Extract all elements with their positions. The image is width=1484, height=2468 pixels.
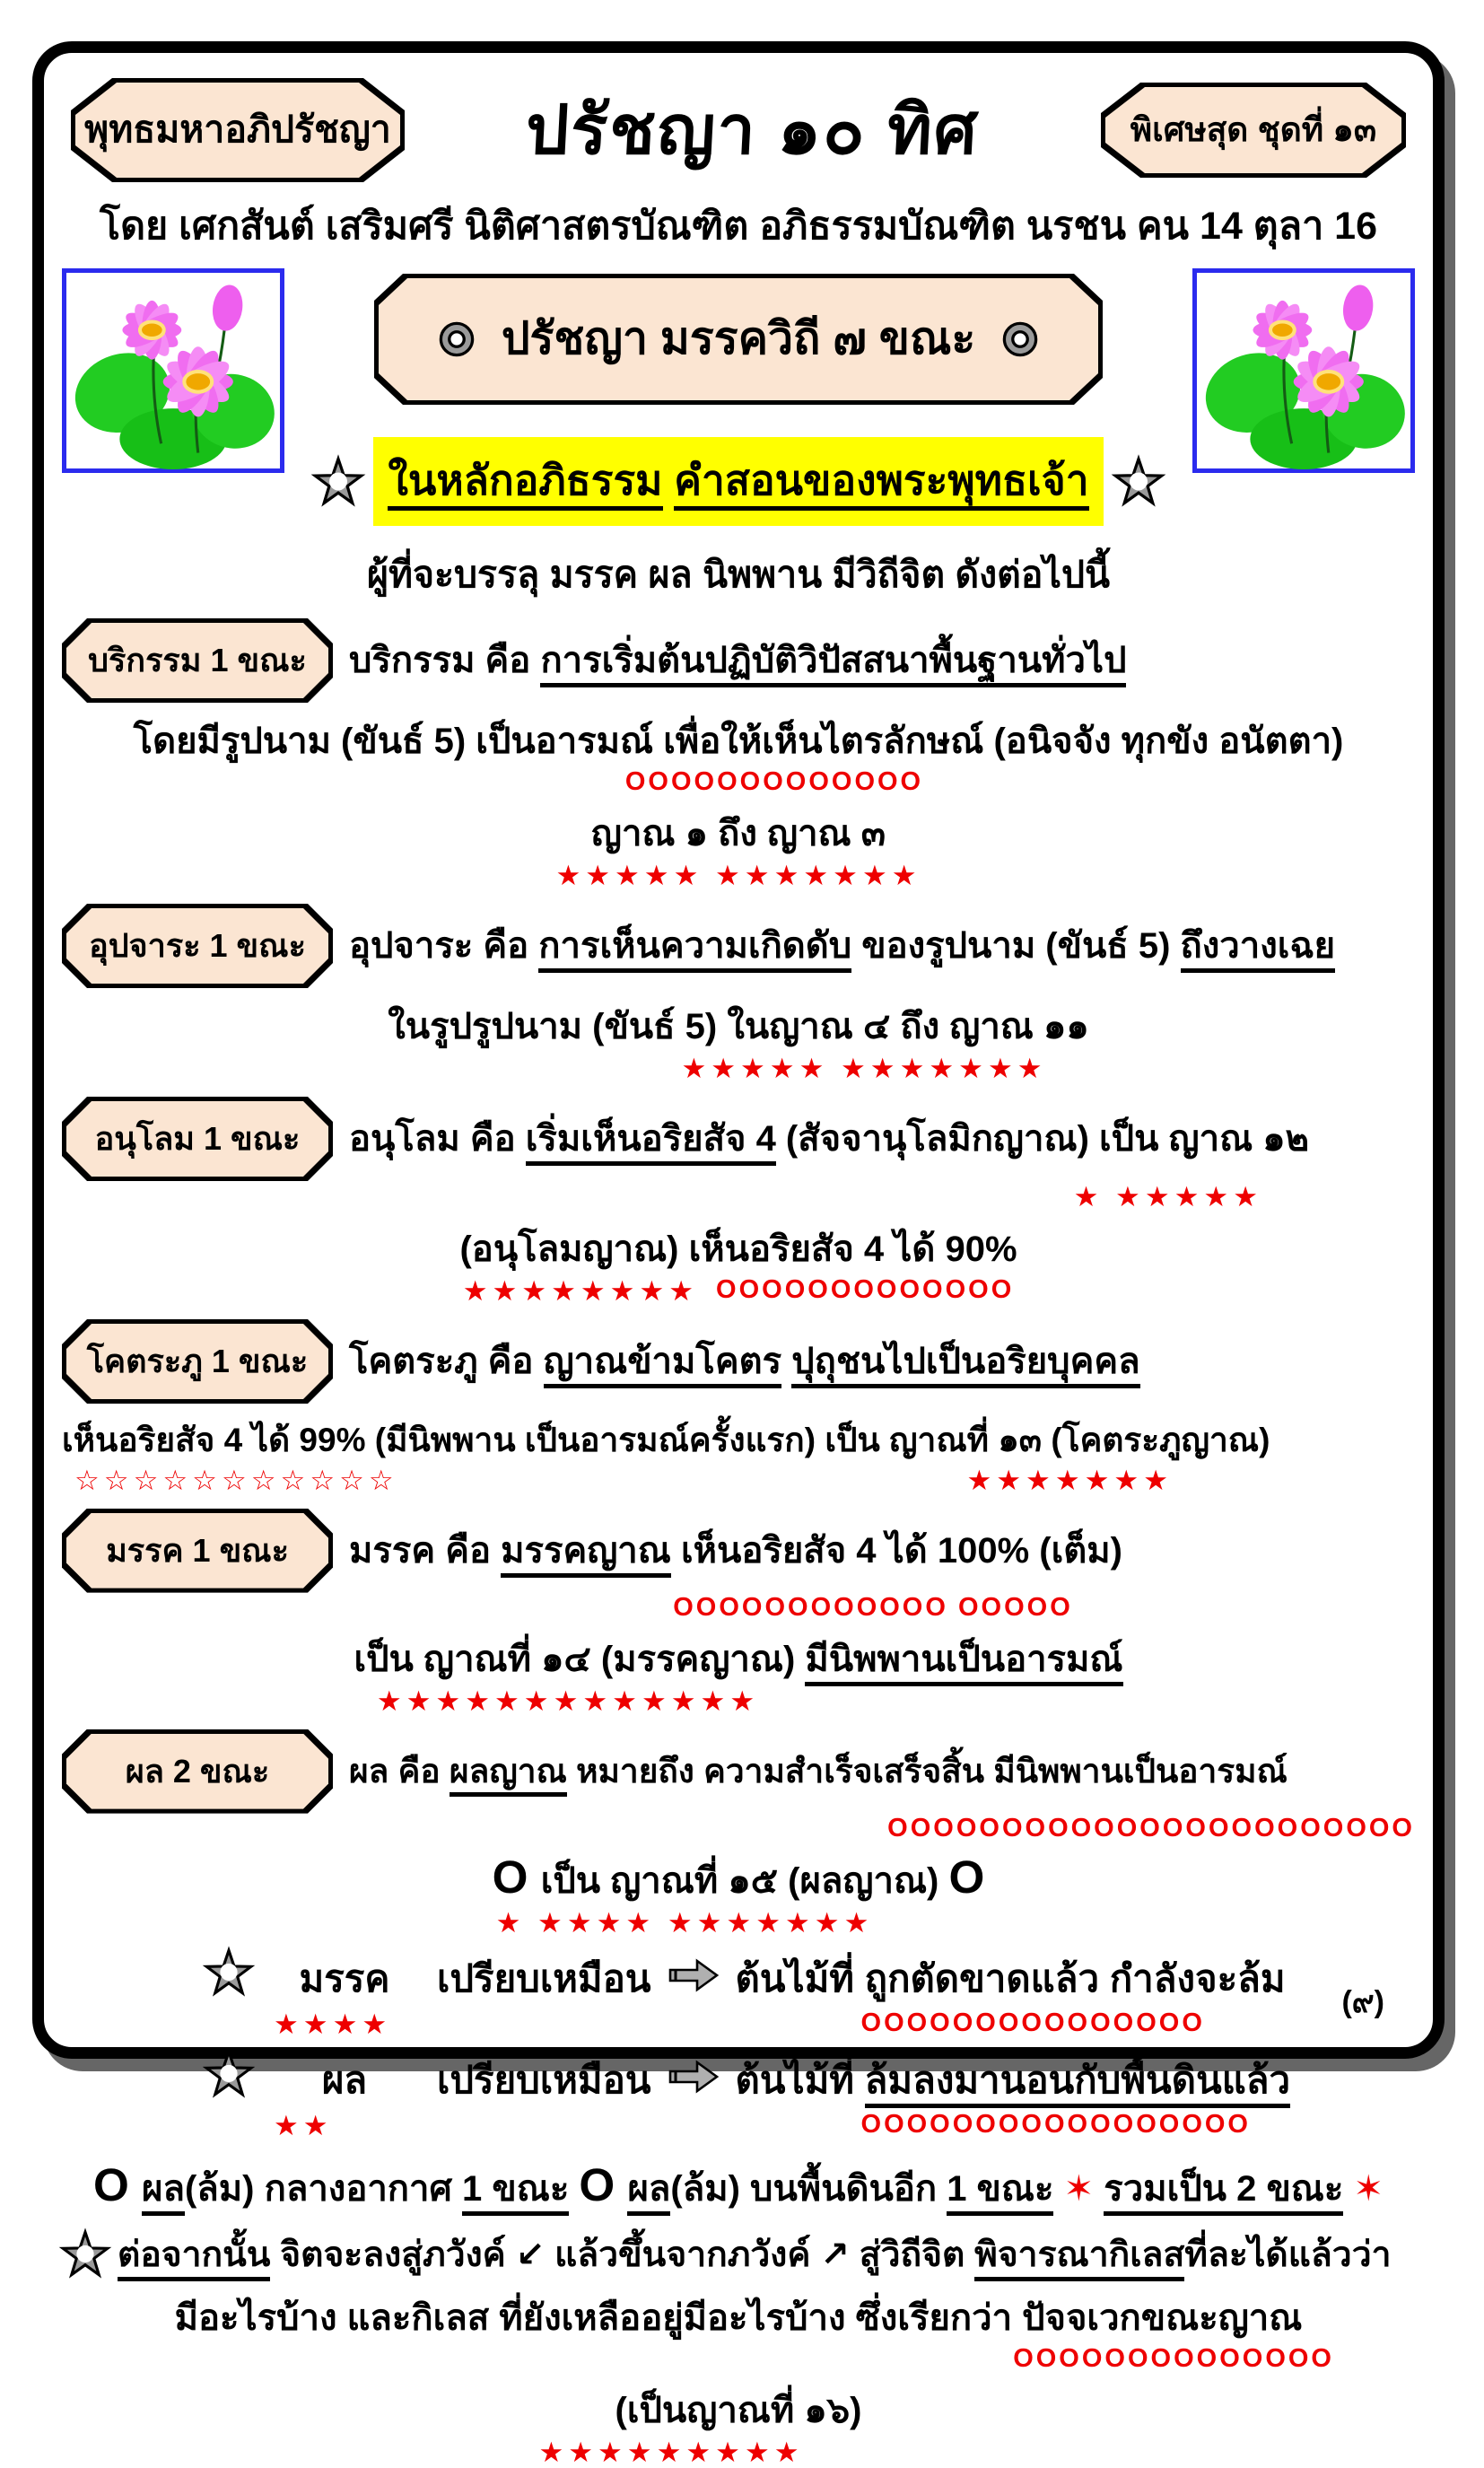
section-phala (62, 1729, 1415, 1937)
section-badge (62, 1319, 333, 1404)
closing-paragraph (62, 2231, 1415, 2467)
section-badge-label: อนุโลม 1 ขณะ (94, 1120, 301, 1158)
closing-text: ต่อจากนั้น จิตจะลงสู่ภวังค์ ↙ แล้วขึ้นจากภวังค์ ↗ สู่วิถีจิต พิจารณากิเลสที่ละได้แล้วว่า (118, 2231, 1392, 2280)
section-line: เห็นอริยสัจ 4 ได้ 99% (มีนิพพาน เป็นอารมณ์ครั้งแรก) เป็น ญาณที่ ๑๓ (โคตระภูญาณ) (62, 1422, 1270, 1458)
banner-content (437, 313, 1040, 365)
hollow-star-row: ☆☆☆☆☆☆☆☆☆☆☆ (74, 1464, 398, 1496)
ring-icon (1000, 319, 1040, 359)
section-line: มรรค คือ มรรคญาณ เห็นอริยสัจ 4 ได้ 100% (เต็ม) (349, 1525, 1415, 1577)
lotus-image-right (1192, 268, 1415, 473)
section-borikam (62, 618, 1415, 889)
comparison-desc-block (736, 2051, 1415, 2138)
section-badge (62, 1509, 333, 1593)
section-badge-label: โคตระภู 1 ขณะ (86, 1343, 309, 1380)
star-icon (62, 2231, 109, 2278)
circle-row: OOOOOOOOOOOOOO (1013, 2344, 1334, 2374)
section-badge (62, 1097, 333, 1181)
star-row: ★★★★★★★★★ (538, 2437, 804, 2468)
section-badge-label: บริกรรม 1 ขณะ (88, 642, 307, 679)
comparison-label: มรรค (299, 1956, 390, 2000)
section-badge-label: อุปจาระ 1 ขณะ (89, 927, 306, 965)
star-rows (62, 1466, 1415, 1494)
comparison-label: ผล (321, 2058, 368, 2101)
lotus-flowers-icon (1197, 273, 1410, 468)
section-line: (อนุโลมญาณ) เห็นอริยสัจ 4 ได้ 90% (459, 1230, 1017, 1269)
lotus-flowers-icon (66, 273, 280, 468)
section-magga (62, 1509, 1415, 1715)
circle-row: OOOOOOOOOOOOO (624, 767, 924, 796)
arrow-right-icon (668, 1958, 720, 1992)
section-badge-label: มรรค 1 ขณะ (106, 1531, 289, 1569)
star-row: ★★★★★ ★★★★★★★ (681, 1053, 1047, 1084)
closing-line: (เป็นญาณที่ ๑๖) (615, 2391, 862, 2431)
closing-line: มีอะไรบ้าง และกิเลส ที่ยังเหลืออยู่มีอะไรบ้าง ซึ่งเรียกว่า ปัจจเวกขณะญาณ (174, 2298, 1303, 2339)
circle-row: OOOOOOOOOOOOO (716, 1275, 1015, 1304)
section-line: ในรูปรูปนาม (ขันธ์ 5) ในญาณ ๔ ถึง ญาณ ๑๑ (388, 1007, 1089, 1046)
star-row: ★ ★★★★ ★★★★★★★ (495, 1906, 874, 1939)
comparison-label-block (268, 2051, 421, 2140)
comparison-desc-block (736, 1949, 1415, 2036)
star-circle-row (62, 1277, 1415, 1305)
intro-text: ผู้ที่จะบรรลุ มรรค ผล นิพพาน มีวิถีจิต ดังต่อไปนี้ (366, 554, 1111, 595)
page-title: ปรัชญา ๑๐ ทิศ (524, 92, 982, 169)
summary-line: O ผล(ล้ม) กลางอากาศ 1 ขณะ O ผล(ล้ม) บนพื้นดินอีก 1 ขณะ ✶ รวมเป็น 2 ขณะ ✶ (62, 2159, 1415, 2217)
section-line: เป็น ญาณที่ ๑๔ (มรรคญาณ) มีนิพพานเป็นอารมณ์ (62, 1633, 1415, 1685)
banner-label: ปรัชญา มรรควิถี ๗ ขณะ (501, 313, 976, 364)
star-row: ★★★★★★★★ (462, 1275, 699, 1307)
star-icon (1114, 458, 1163, 506)
left-corner-badge (71, 78, 405, 182)
header (62, 76, 1415, 184)
lotus-image-left (62, 268, 284, 473)
section-badge (62, 1729, 333, 1814)
section-gotrabhu (62, 1319, 1415, 1494)
right-badge-label: พิเศษสุด ชุดที่ ๑๓ (1130, 110, 1377, 148)
comparison-word: เปรียบเหมือน (437, 1956, 651, 2000)
star-row: ★★★★★★★★★★★★★ (376, 1685, 760, 1717)
section-upajara (62, 904, 1415, 1082)
section-anulom (62, 1097, 1415, 1305)
banner-row (62, 268, 1415, 526)
star-row: ★ ★★★★★ (1073, 1181, 1262, 1212)
section-line: โคตระภู คือ ญาณข้ามโคตร ปุถุชนไปเป็นอริยบุคคล (349, 1335, 1415, 1387)
circle-row: OOOOOOOOOOOOOOOOO (860, 2109, 1251, 2139)
highlight-row (314, 437, 1162, 526)
byline: โดย เศกสันต์ เสริมศรี นิติศาสตรบัณฑิต อภิธรรมบัณฑิต นรชน คน 14 ตุลา 16 (100, 205, 1377, 248)
highlight-title: ในหลักอภิธรรม คำสอนของพระพุทธเจ้า (373, 437, 1103, 526)
document-page (32, 41, 1445, 2468)
section-line: อุปจาระ คือ การเห็นความเกิดดับ ของรูปนาม (ขันธ์ 5) ถึงวางเฉย (349, 920, 1415, 972)
comparison-label-block (268, 1949, 421, 2038)
section-badge (62, 904, 333, 988)
circle-row: OOOOOOOOOOOOOOO (860, 2008, 1205, 2037)
comparison-desc: ต้นไม้ที่ ถูกตัดขาดแล้ว กำลังจะล้ม (735, 1956, 1286, 2000)
star-row: ★★★★★★★ (966, 1464, 1173, 1496)
arrow-right-icon (668, 2060, 720, 2094)
section-line: บริกรรม คือ การเริ่มต้นปฏิบัติวิปัสสนาพื้นฐานทั่วไป (349, 635, 1415, 687)
comparison-magga (62, 1949, 1415, 2038)
star-row: ★★★★ (274, 2008, 392, 2040)
left-badge-label: พุทธมหาอภิปรัชญา (84, 109, 391, 151)
page-number: (๙) (1341, 1985, 1384, 2019)
star-icon (205, 1949, 252, 1996)
section-line: โดยมีรูปนาม (ขันธ์ 5) เป็นอารมณ์ เพื่อให้เห็นไตรลักษณ์ (อนิจจัง ทุกขัง อนัตตา) (133, 722, 1344, 761)
section-line: ผล คือ ผลญาณ หมายถึง ความสำเร็จเสร็จสิ้น มีนิพพานเป็นอารมณ์ (349, 1747, 1415, 1796)
section-badge-label: ผล 2 ขณะ (125, 1752, 270, 1790)
comparison-phala (62, 2051, 1415, 2140)
section-badge (62, 618, 333, 703)
star-row: ★★ (274, 2109, 333, 2141)
circle-row: OOOOOOOOOOOOOOOOOOOOOOO (887, 1813, 1415, 1842)
section-line: O เป็น ญาณที่ ๑๕ (ผลญาณ) O (492, 1851, 985, 1903)
right-corner-badge (1101, 83, 1406, 178)
closing-line (62, 2231, 1415, 2280)
section-line: อนุโลม คือ เริ่มเห็นอริยสัจ 4 (สัจจานุโลมิกญาณ) เป็น ญาณ ๑๒ (349, 1113, 1415, 1165)
ring-icon (437, 319, 476, 359)
comparison-word: เปรียบเหมือน (437, 2058, 651, 2101)
comparison-desc: ต้นไม้ที่ ล้มลงมานอนกับพื้นดินแล้ว (736, 2059, 1291, 2108)
section-line: ญาณ ๑ ถึง ญาณ ๓ (590, 814, 886, 853)
banner-column (306, 274, 1171, 526)
star-icon (314, 458, 362, 506)
star-row: ★★★★★ ★★★★★★★ (555, 860, 921, 891)
banner (374, 274, 1103, 405)
circle-row: OOOOOOOOOOOO OOOOO (673, 1592, 1073, 1622)
star-icon (205, 2051, 252, 2097)
